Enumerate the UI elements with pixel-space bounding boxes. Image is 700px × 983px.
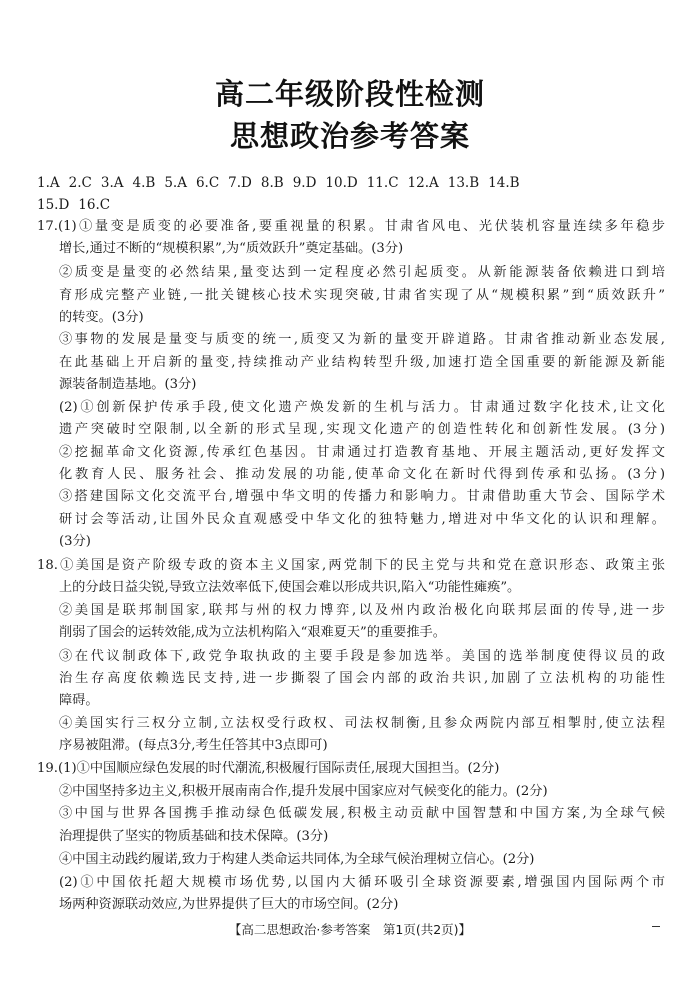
choice-answer: 11.C: [366, 175, 399, 191]
answer-line: 育形成完整产业链,一批关键核心技术实现突破,甘肃省实现了从“规模积累”到“质效跃升”: [59, 288, 665, 303]
answer-line: 18.①美国是资产阶级专政的资本主义国家,两党制下的民主党与共和党在意识形态、政策主张: [37, 558, 665, 573]
answer-line: ③中国与世界各国携手推动绿色低碳发展,积极主动贡献中国智慧和中国方案,为全球气候: [59, 806, 665, 821]
answer-line: 在此基础上开启新的量变,持续推动产业结构转型升级,加速打造全国重要的新能源及新能: [59, 355, 665, 370]
answer-line: (2)①创新保护传承手段,使文化遗产焕发新的生机与活力。甘肃通过数字化技术,让文化: [59, 400, 665, 415]
choice-answer: 3.A: [100, 175, 124, 191]
answer-line: 削弱了国会的运转效能,成为立法机构陷入“艰难夏天”的重要推手。: [59, 625, 446, 640]
answer-line: ④中国主动践约履诺,致力于构建人类命运共同体,为全球气候治理树立信心。(2分): [59, 852, 535, 867]
answer-line: 源装备制造基地。(3分): [59, 377, 197, 392]
choice-answer: 4.B: [132, 175, 156, 191]
answer-line: ②中国坚持多边主义,积极开展南南合作,提升发展中国家应对气候变化的能力。(2分): [59, 784, 548, 799]
answer-line: ④美国实行三权分立制,立法权受行政权、司法权制衡,且参众两院内部互相掣肘,使立法程: [59, 716, 665, 731]
choice-answer: 5.A: [164, 175, 187, 191]
answer-line: ③在代议制政体下,政党争取执政的主要手段是参加选举。美国的选举制度使得议员的政: [59, 649, 665, 664]
answer-line: ②质变是量变的必然结果,量变达到一定程度必然引起质变。从新能源装备依赖进口到培: [59, 265, 665, 280]
answer-line: 17.(1)①量变是质变的必要准备,要重视量的积累。甘肃省风电、光伏装机容量连续多年稳步: [37, 219, 665, 234]
choice-answer: 2.C: [68, 175, 92, 191]
corner-mark: [652, 926, 660, 927]
answer-line: 序易被阻滞。(每点3分,考生任答其中3点即可): [59, 738, 328, 753]
choice-answer: 7.D: [228, 175, 252, 191]
choice-answer: 8.B: [260, 175, 284, 191]
choice-answer: 13.B: [447, 175, 480, 191]
answer-line: 上的分歧日益尖锐,导致立法效率低下,使国会难以形成共识,陷入“功能性瘫痪”。: [59, 580, 521, 595]
page-subtitle: 思想政治参考答案: [229, 119, 470, 153]
choice-answers-row-2: [37, 194, 667, 216]
answer-line: ③事物的发展是量变与质变的统一,质变又为新的量变开辟道路。甘肃省推动新业态发展,: [59, 332, 665, 347]
page-footer: 【高二思想政治·参考答案 第1页(共2页)】: [228, 922, 472, 937]
answer-line: 治理提供了坚实的物质基础和技术保障。(3分): [59, 829, 329, 844]
choice-answer: 15.D: [37, 197, 70, 213]
choice-answer: 12.A: [407, 175, 439, 191]
answer-line: 研讨会等活动,让国外民众直观感受中华文化的独特魅力,增进对中华文化的认识和理解。: [59, 512, 665, 527]
choice-answer: 16.C: [78, 197, 111, 213]
answer-line: ③搭建国际文化交流平台,增强中华文明的传播力和影响力。甘肃借助重大节会、国际学术: [59, 489, 665, 504]
page-title: 高二年级阶段性检测: [214, 77, 485, 111]
answer-line: 化教育人民、服务社会、推动发展的功能,使革命文化在新时代得到传承和弘扬。(3分): [59, 467, 665, 482]
answer-line: (3分): [59, 534, 91, 549]
answer-line: 增长,通过不断的“规模积累”,为“质效跃升”奠定基础。(3分): [59, 241, 404, 256]
answer-line: ②美国是联邦制国家,联邦与州的权力博弈,以及州内政治极化向联邦层面的传导,进一步: [59, 603, 665, 618]
choice-answer: 10.D: [325, 175, 358, 191]
answer-line: 遗产突破时空限制,以全新的形式呈现,实现文化遗产的创造性转化和创新性发展。(3分): [59, 422, 665, 437]
answer-line: 障碍。: [59, 693, 99, 708]
answer-line: 的转变。(3分): [59, 310, 144, 325]
answer-line: 19.(1)①中国顺应绿色发展的时代潮流,积极履行国际责任,展现大国担当。(2分): [37, 761, 500, 776]
choice-answer: 1.A: [37, 175, 60, 191]
answer-line: 治生存高度依赖选民支持,进一步撕裂了国会内部的政治共识,加剧了立法机构的功能性: [59, 671, 665, 686]
choice-answer: 14.B: [488, 175, 520, 191]
choice-answer: 6.C: [195, 175, 220, 191]
choice-answer: 9.D: [292, 175, 317, 191]
answer-line: ②挖掘革命文化资源,传承红色基因。甘肃通过打造教育基地、开展主题活动,更好发挥文: [59, 445, 665, 460]
answer-line: (2)①中国依托超大规模市场优势,以国内大循环吸引全球资源要素,增强国内国际两个市: [59, 875, 665, 890]
choice-answers-row-1: [37, 172, 667, 194]
choice-answers: [37, 172, 667, 216]
answer-line: 场两种资源联动效应,为世界提供了巨大的市场空间。(2分): [59, 897, 399, 912]
